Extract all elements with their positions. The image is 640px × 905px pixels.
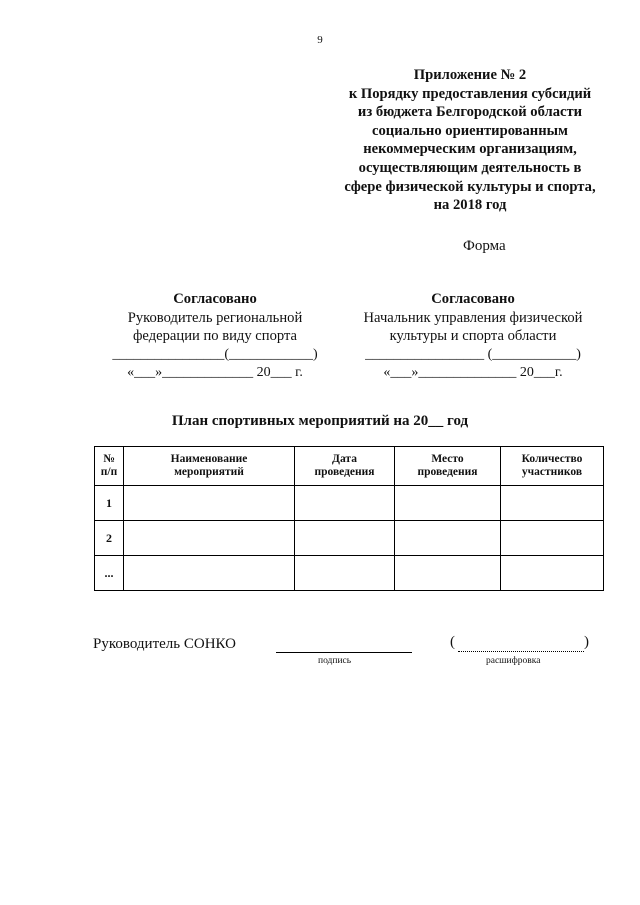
table-row <box>95 521 604 556</box>
row-number-cell: 1 <box>95 486 124 521</box>
agreed-position-line: Начальник управления физической <box>363 309 583 326</box>
date-line[interactable]: «___»______________ 20___г. <box>383 364 563 380</box>
events-table <box>94 446 604 591</box>
plan-title: План спортивных мероприятий на 20__ год <box>171 413 469 429</box>
appendix-line: сфере физической культуры и спорта, <box>344 178 596 195</box>
sonko-head-label: Руководитель СОНКО <box>93 636 236 652</box>
table-header-row <box>95 447 604 486</box>
appendix-line: социально ориентированным <box>372 122 568 139</box>
decoding-caption: расшифровка <box>486 656 541 666</box>
column-header-name: Наименование мероприятий <box>124 447 295 486</box>
event-date-cell[interactable] <box>295 556 395 591</box>
row-number-cell: ... <box>95 556 124 591</box>
event-place-cell[interactable] <box>395 556 501 591</box>
agreed-position-line: федерации по виду спорта <box>132 328 298 344</box>
table-row <box>95 486 604 521</box>
event-name-cell[interactable] <box>124 486 295 521</box>
signature-field[interactable] <box>276 652 412 653</box>
agreed-position-line: культуры и спорта области <box>389 328 557 344</box>
form-label: Форма <box>463 238 506 254</box>
column-header-number: № п/п <box>95 447 124 486</box>
appendix-line: Приложение № 2 <box>413 67 527 83</box>
paren-close: ) <box>584 634 589 650</box>
date-line[interactable]: «___»_____________ 20___ г. <box>127 364 303 380</box>
appendix-line: некоммерческим организациям, <box>363 141 577 158</box>
appendix-line: к Порядку предоставления субсидий <box>348 85 592 102</box>
column-header-participants: Количество участников <box>501 447 604 486</box>
participants-cell[interactable] <box>501 521 604 556</box>
agreed-block-right <box>318 290 628 382</box>
appendix-line: из бюджета Белгородской области <box>357 104 583 121</box>
event-name-cell[interactable] <box>124 521 295 556</box>
signature-line[interactable]: _________________ (____________) <box>365 346 581 362</box>
event-place-cell[interactable] <box>395 521 501 556</box>
column-header-place: Место проведения <box>395 447 501 486</box>
appendix-line: осуществляющим деятельность в <box>358 159 582 176</box>
signature-line[interactable]: ________________(____________) <box>112 346 318 362</box>
agreed-heading: Согласовано <box>173 291 257 307</box>
row-number-cell: 2 <box>95 521 124 556</box>
event-place-cell[interactable] <box>395 486 501 521</box>
paren-open: ( <box>450 634 455 650</box>
column-header-date: Дата проведения <box>295 447 395 486</box>
event-date-cell[interactable] <box>295 521 395 556</box>
page-number: 9 <box>317 34 323 46</box>
event-date-cell[interactable] <box>295 486 395 521</box>
decoding-field[interactable] <box>458 651 584 652</box>
appendix-line: на 2018 год <box>433 197 507 214</box>
table-row <box>95 556 604 591</box>
participants-cell[interactable] <box>501 486 604 521</box>
agreed-position-line: Руководитель региональной <box>127 309 303 326</box>
participants-cell[interactable] <box>501 556 604 591</box>
event-name-cell[interactable] <box>124 556 295 591</box>
signature-caption: подпись <box>318 656 352 666</box>
agreed-heading: Согласовано <box>431 291 515 307</box>
appendix-header <box>300 66 640 215</box>
